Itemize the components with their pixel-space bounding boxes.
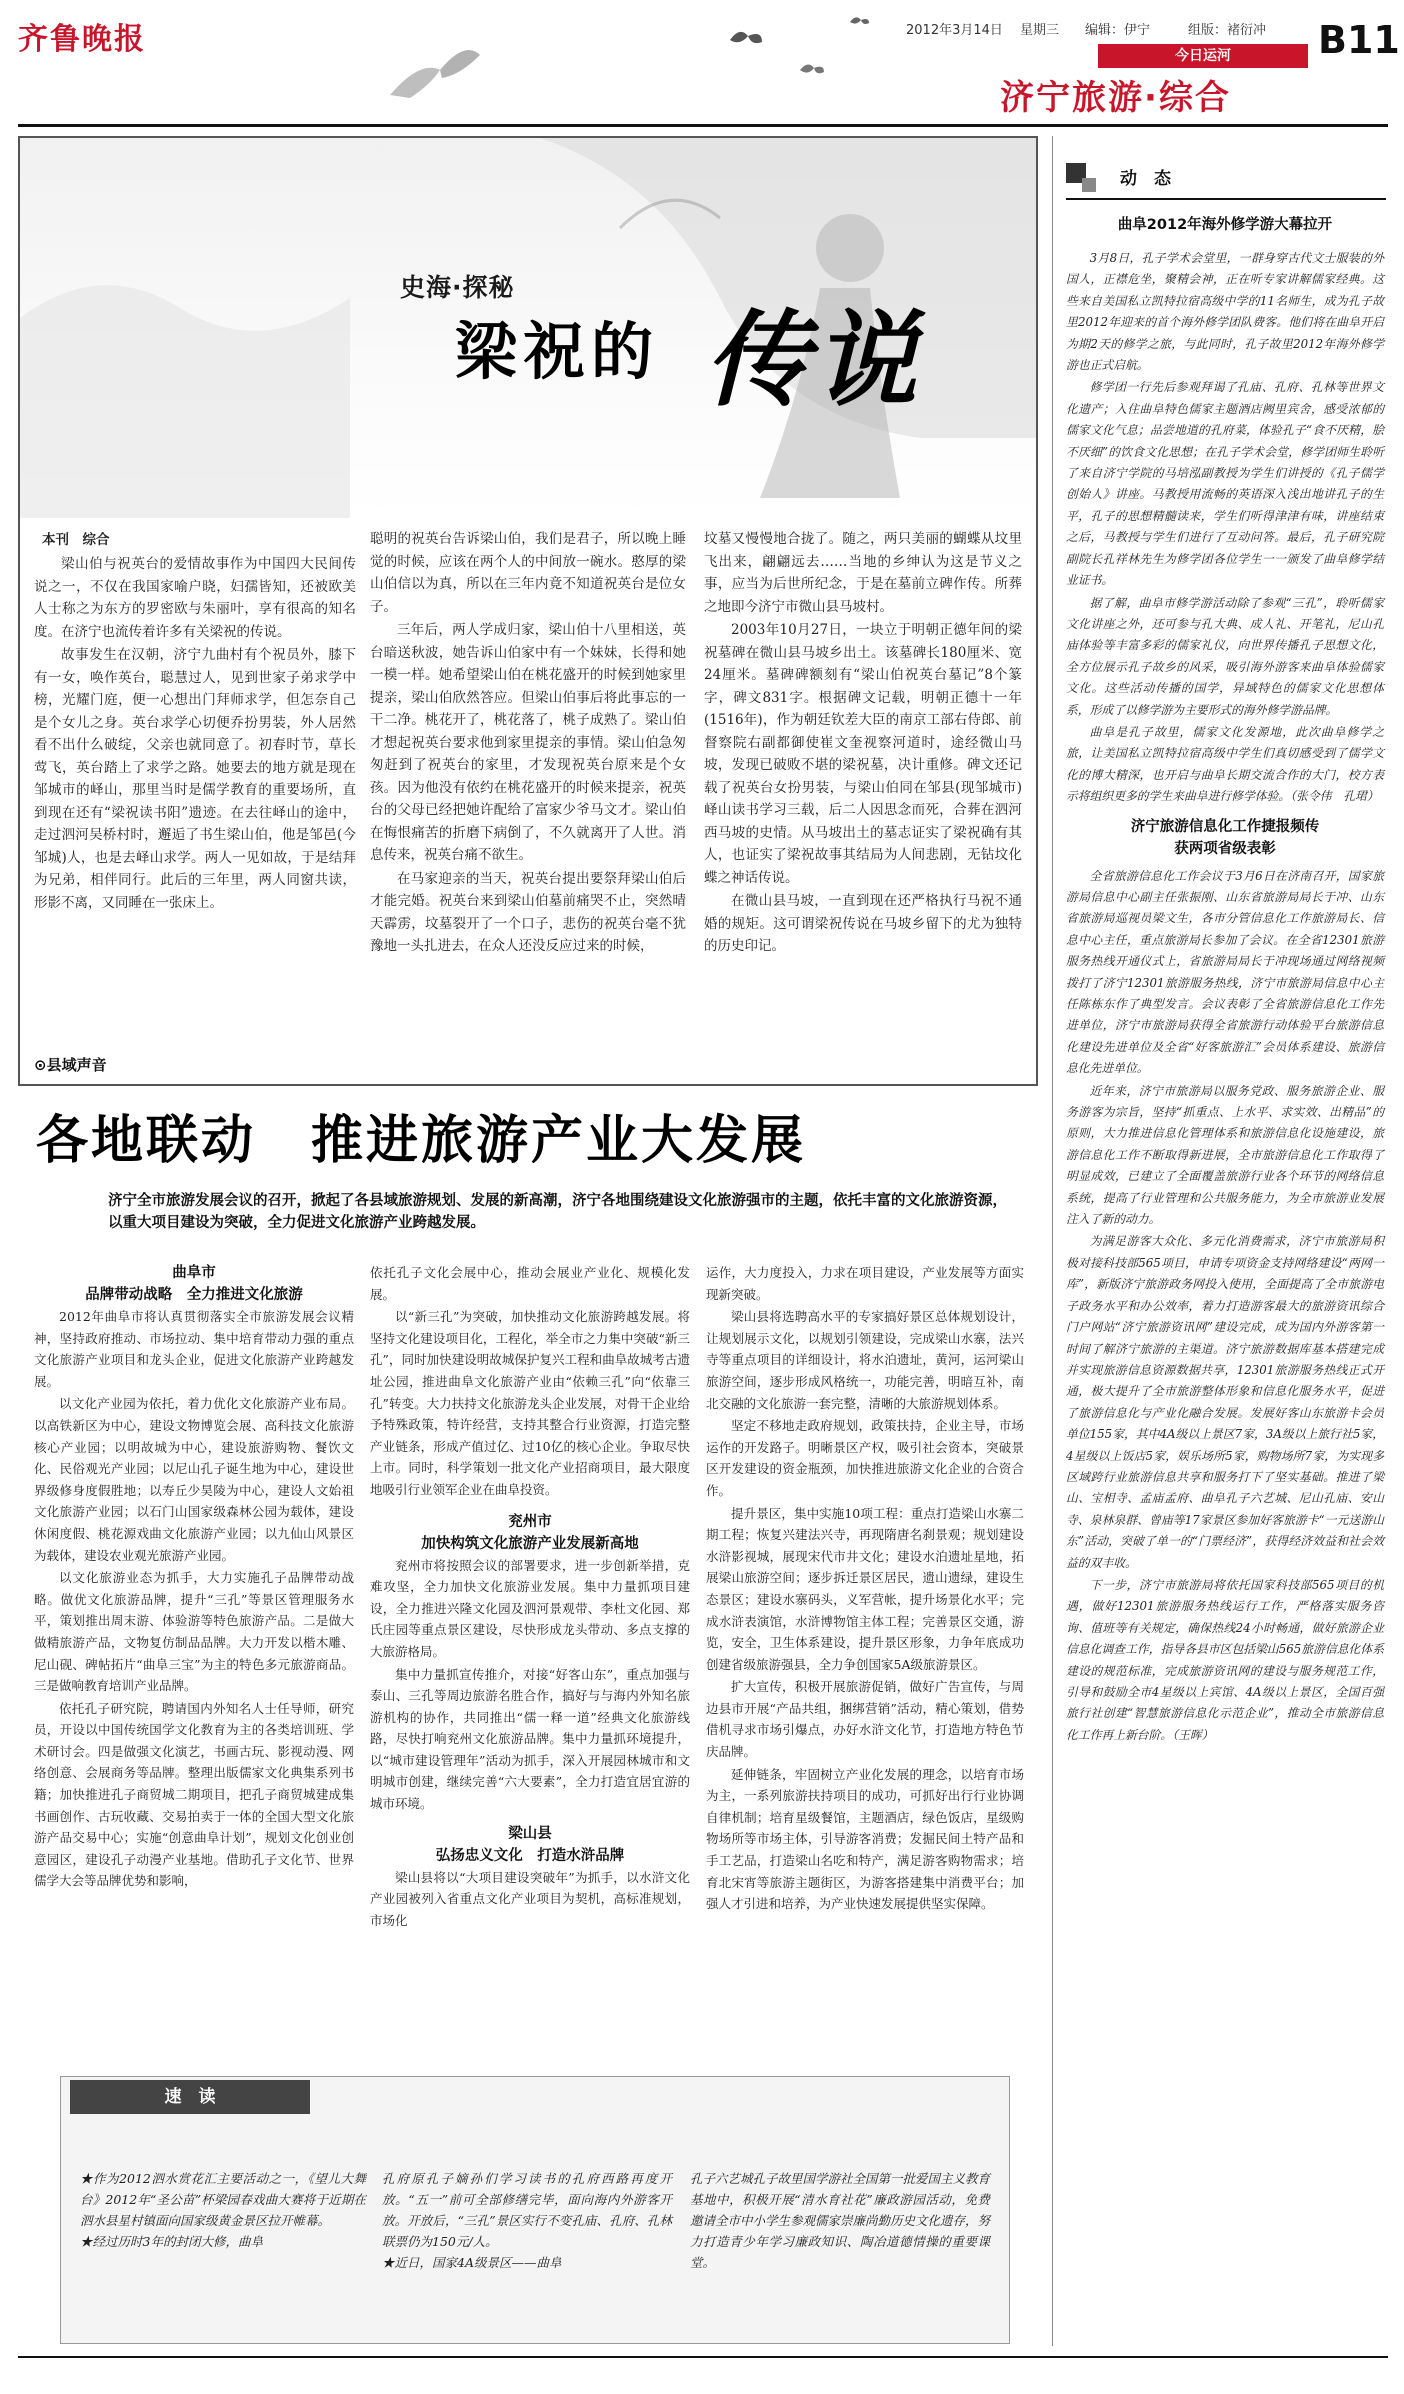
paragraph: 三年后，两人学成归家，梁山伯十八里相送，英台暗送秋波，她告诉山伯家中有一个妹妹，长得和她一模一样。她希望梁山伯在桃花盛开的时候到她家里提亲，梁山伯欣然答应。但梁山伯事后将此事忘的一干二净。桃花开了，桃花落了，桃子成熟了。梁山伯才想起祝英台要求他到家里提亲的事情。梁山伯急匆匆赶到了祝英台的家里，才发现祝英台原来是个女孩。因为他没有依约在桃花盛开的时候来提亲，祝英台的父母已经把她许配给了富家少爷马文才。梁山伯在悔恨痛苦的折磨下病倒了，不久就离开了人世。消息传来，祝英台痛不欲生。 <box>370 622 686 863</box>
paragraph: 扩大宣传，积极开展旅游促销，做好广告宣传，与周边县市开展“产品共组，捆绑营销”活动，精心策划，借势借机寻求市场引爆点，办好水浒文化节，打造地方特色节庆品牌。 <box>706 1679 1024 1760</box>
news-headline: 济宁旅游信息化工作捷报频传 <box>1130 818 1320 835</box>
column-divider <box>1052 136 1053 2346</box>
paragraph: 2012年曲阜市将认真贯彻落实全市旅游发展会议精神，坚持政府推动、市场拉动、集中培育带动力强的重点文化旅游产业项目和龙头企业，促进文化旅游产业跨越发展。 <box>34 1309 354 1389</box>
paragraph: 下一步，济宁市旅游局将依托国家科技部565项目的机遇，做好12301旅游服务热线运行工作，严格落实服务咨询、值班等有关规定，确保热线24小时畅通，做好旅游企业信息化调查工作，指导各县市区包括梁山565旅游信息化体系建设的规范标准，完成旅游资讯网的建设与服务规范工作，引导和鼓励全市4星级以上宾馆、4A级以上景区，全国百强旅行社创建“智慧旅游信息化示范企业”，推动全市旅游信息化工作再上新台阶。（王晖） <box>1066 1577 1384 1742</box>
header-rule <box>18 124 1388 127</box>
feature-series-label: 史海·探秘 <box>400 273 515 302</box>
county-subheading: 品牌带动战略 全力推进文化旅游 <box>85 1287 303 1303</box>
paragraph: 依托孔子文化会展中心，推动会展业产业化、规模化发展。 <box>370 1265 690 1302</box>
issue-date: 2012年3月14日 <box>906 23 1003 38</box>
section-title: 济宁旅游·综合 <box>1000 78 1231 118</box>
paragraph: 梁山县将选聘高水平的专家搞好景区总体规划设计，让规划展示文化，以规划引领建设，完成梁山水寨，法兴寺等重点项目的详细设计，将水泊遗址，黄河，运河梁山旅游空间，逐步形成风格统一，功能完善，明暗互补，南北交融的文化旅游一套完整，清晰的大旅游规划体系。 <box>706 1309 1024 1411</box>
feature-byline: 本刊 综合 <box>42 532 110 548</box>
page-number: B11 <box>1318 18 1400 62</box>
feature-title-brush: 传说 <box>705 298 922 421</box>
designer-credit: 组版：褚衍冲 <box>1188 23 1267 38</box>
paragraph: 修学团一行先后参观拜谒了孔庙、孔府、孔林等世界文化遗产；入住曲阜特色儒家主题酒店阙里宾舍，感受浓郁的儒家文化气息；品尝地道的孔府菜，体验孔子“食不厌精，脍不厌细”的饮食文化思想；在孔子学术会堂，修学团师生聆听了来自济宁学院的马培泓副教授为学生们讲授的《孔子儒学创始人》讲座。马教授用流畅的英语深入浅出地讲孔子的生平，孔子的思想精髓读来，学生们听得津津有味，讲座结束之后，马教授与学生们进行了互动问答。最后，孔子研究院副院长孔祥林先生为修学团各位学生一一颁发了曲阜修学结业证书。 <box>1066 380 1384 588</box>
county-heading: 兖州市 <box>508 1513 552 1530</box>
feature-col3 <box>704 528 1022 959</box>
paragraph: 据了解，曲阜市修学游活动除了参观“三孔”，聆听儒家文化讲座之外，还可参与孔大典、成人礼、开笔礼，尼山孔庙体验等丰富多彩的儒家礼仪，向世界传播孔子思想文化，全方位展示孔子故乡的风采，吸引海外游客来曲阜体验儒家文化。这些活动传播的国学，异域特色的儒家文化思想体系，形成了以修学游为主要形式的海外修学游品牌。 <box>1066 595 1384 717</box>
county-label-text: 县域声音 <box>46 1056 107 1074</box>
county-col2 <box>370 1262 690 1932</box>
news-col <box>1066 214 1384 1747</box>
county-subheading: 弘扬忠义文化 打造水浒品牌 <box>435 1847 625 1864</box>
county-headline: 各地联动 推进旅游产业大发展 <box>36 1111 807 1171</box>
county-col3 <box>706 1262 1024 1916</box>
masthead: 齐鲁晚报 <box>18 22 146 57</box>
paragraph: 全省旅游信息化工作会议于3月6日在济南召开，国家旅游局信息中心副主任张振刚、山东省旅游局局长于冲、山东省旅游局巡视员梁文生，各市分管信息化工作旅游局长、信息中心主任，重点旅游局长参加了会议。在全省12301旅游服务热线开通仪式上，省旅游局局长于冲现场通过网络视频拨打了济宁12301旅游服务热线，济宁市旅游局信息中心主任陈栋东作了典型发言。会议表彰了全省旅游信息化工作先进单位，济宁市旅游局获得全省旅游行动体验平台旅游信息化建设先进单位及全省“好客旅游汇”会员体系建设、旅游信息化先进单位。 <box>1066 868 1384 1076</box>
paragraph: 集中力量抓宣传推介，对接“好客山东”，重点加强与泰山、三孔等周边旅游名胜合作，搞好与与海内外知名旅游机构的协作，共同推出“儒一释一道”经典文化旅游线路，尽快打响兖州文化旅游品牌。集中力量抓环境提升，以“城市建设管理年”活动为抓手，深入开展园林城市和文明城市创建，继续完善“六大要素”，全力打造宜居宜游的城市环境。 <box>370 1666 690 1812</box>
county-label <box>34 1054 107 1075</box>
news-headline: 曲阜2012年海外修学游大幕拉开 <box>1117 217 1333 233</box>
news-section-rule <box>1066 198 1386 200</box>
paragraph: 提升景区，集中实施10项工程：重点打造梁山水寨二期工程；恢复兴建法兴寺，再现隋唐名刹景观；规划建设水浒影视城，展现宋代市井文化；建设水泊遗址星地，拓展梁山旅游空间；逐步拆迁景区居民，遗山遗绿，建设生态景区；建设水寨码头，义军营帐，提升场景化水平；完成水浒表演馆，水浒博物馆主体工程；完善景区交通，游览，安全，卫生体系建设，提升景区形象，力争年底成功创建省级旅游强县，全力争创国家5A级旅游景区。 <box>706 1505 1024 1672</box>
paragraph: 聪明的祝英台告诉梁山伯，我们是君子，所以晚上睡觉的时候，应该在两个人的中间放一碗水。憨厚的梁山伯信以为真，所以在三年内竟不知道祝英台是位女子。 <box>370 531 686 615</box>
feature-title: 梁祝的 <box>455 315 660 388</box>
county-heading: 曲阜市 <box>172 1265 216 1281</box>
county-subheading: 加快构筑文化旅游产业发展新高地 <box>421 1535 639 1552</box>
paragraph: 在马家迎亲的当天，祝英台提出要祭拜梁山伯后才能完婚。祝英台来到梁山伯墓前痛哭不止，突然晴天霹雳，坟墓裂开了一个口子，悲伤的祝英台毫不犹豫地一头扎进去，在众人还没反应过来的时候， <box>370 870 686 954</box>
news-subheadline: 获两项省级表彰 <box>1174 840 1276 857</box>
butterfly-illustration <box>330 0 890 120</box>
news-block-icon <box>1082 178 1096 192</box>
briefs-col1: ★作为2012泗水赏花汇主要活动之一，《望儿大舞台》2012年“圣公苗”杯梁园春戏曲大赛将于近期在泗水县星村镇面向国家级黄金景区拉开帷幕。 ★经过历时3年的封闭大修，曲阜 <box>80 2171 366 2249</box>
paragraph: 延伸链条，牢固树立产业化发展的理念，以培育市场为主，一系列旅游扶持项目的成功，可抓好出行行业协调自律机制；培育星级餐馆，主题酒店，绿色饭店，星级购物场所等市场主体，引导游客消费；发掘民间土特产品和手工艺品，打造梁山名吃和特产，满足游客购物需求；培育北宋宵等旅游主题街区，为游客搭建集中消费平台；加强人才引进和培养，为产业快速发展提供坚实保障。 <box>706 1766 1024 1912</box>
paragraph: 以文化旅游业态为抓手，大力实施孔子品牌带动战略。做优文化旅游品牌，提升“三孔”等景区管理服务水平，策划推出周末游、体验游等特色旅游产品。二是做大做精旅游产品，文物复仿制品品牌。大力开发以楷木雕、尼山砚、碑帖拓片“曲阜三宝”为主的特色多元旅游商品。三是做响教育培训产业品牌。 <box>34 1570 354 1694</box>
target-icon: ⊙ <box>34 1056 47 1074</box>
paragraph: 为满足游客大众化、多元化消费需求，济宁市旅游局积极对接科技部565项目，申请专项资金支持网络建设“两网一库”，新版济宁旅游政务网投入使用，全面提高了全市旅游电子政务水平和办公效率，着力打造游客最大的旅游资讯综合门户网站“济宁旅游资讯网”建设完成，成为国内外游客第一时间了解济宁旅游的主渠道。济宁旅游数据库基本搭建完成并实现旅游信息资源数据共享，12301旅游服务热线正式开通，极大提升了全市旅游整体形象和信息化服务水平，促进了旅游信息化与产业化融合发展。发展好客山东旅游卡会员单位155家，其中4A级以上景区7家，3A级以上旅行社5家，4星级以上饭店5家，娱乐场所5家，购物场所7家，为实现多区域跨行业旅游信息共享和服务打下了坚实基础。推进了梁山、宝相寺、孟庙孟府、曲阜孔子六艺城、尼山孔庙、安山寺、泉林泉群、曾庙等17家景区参加好客旅游卡“一元送游山东”活动，突破了单一的“门票经济”，获得经济效益和社会效益的双丰收。 <box>1066 1234 1384 1570</box>
issue-weekday: 星期三 <box>1020 23 1060 38</box>
paragraph: 近年来，济宁市旅游局以服务党政、服务旅游企业、服务游客为宗旨，坚持“抓重点、上水平、求实效、出精品”的原则，大力推进信息化管理体系和旅游信息化设施建设，旅游信息化工作不断取得新进展，全市旅游信息化工作取得了明显成效，已建立了全面覆盖旅游行业各个环节的网络信息系统，提高了行业管理和公共服务能力，为全市旅游业发展注入了新的动力。 <box>1066 1083 1384 1227</box>
paragraph: 坟墓又慢慢地合拢了。随之，两只美丽的蝴蝶从坟里飞出来，翩翩远去……当地的乡绅认为这是节义之事，应当为后世所纪念，于是在墓前立碑作传。所葬之地即今济宁市微山县马坡村。 <box>704 531 1022 615</box>
paragraph: 依托孔子研究院，聘请国内外知名人士任导师，研究员，开设以中国传统国学文化教育为主的各类培训班、学术研讨会。四是做强文化演艺，书画古玩、影视动漫、网络创意、会展商务等品牌。整理出版儒家文化典集系列书籍；加快推进孔子商贸城二期项目，把孔子商贸城建成集书画创作、古玩收藏、交易拍卖于一体的全国大型文化旅游产品交易中心；实施“创意曲阜计划”，规划文化创业创意园区，建设孔子动漫产业基地。借助孔子文化节、世界儒学大会等品牌优势和影响， <box>34 1700 354 1889</box>
feature-col1 <box>34 553 356 915</box>
county-lead: 济宁全市旅游发展会议的召开，掀起了各县域旅游规划、发展的新高潮，济宁各地围绕建设文化旅游强市的主题，依托丰富的文化旅游资源，以重大项目建设为突破，全力促进文化旅游产业跨越发展。 <box>108 1193 1007 1231</box>
paragraph: 运作，大力度投入，力求在项目建设，产业发展等方面实现新突破。 <box>706 1265 1024 1302</box>
column-tag: 今日运河 <box>1098 44 1308 68</box>
paragraph: 故事发生在汉朝，济宁九曲村有个祝员外，膝下有一女，唤作英台，聪慧过人，见到世家子弟求学中榜，光耀门庭，便一心想出门拜师求学，但怎奈自己是个女儿之身。英台求学心切便乔扮男装，外人居然看不出什么破绽，父亲也就同意了。初春时节，草长莺飞，英台踏上了求学之路。她要去的地方就是现在邹城市的峄山，那里当时是儒学教育的重要场所，直到现在还有“梁祝读书阳”遗迹。在去往峄山的途中，走过泗河吴桥村时，邂逅了书生梁山伯，他是邹邑(今邹城)人，也是去峄山求学。两人一见如故，于是结拜为兄弟，相伴同行。此后的三年里，两人同窗共读，形影不离，又同睡在一张床上。 <box>34 647 356 911</box>
county-col1 <box>34 1262 354 1893</box>
footer-rule <box>18 2356 1388 2358</box>
paragraph: 梁山县将以“大项目建设突破年”为抓手，以水浒文化产业园被列入省重点文化产业项目为契机，高标准规划，市场化 <box>370 1869 690 1928</box>
county-heading: 梁山县 <box>508 1825 552 1842</box>
news-section-label: 动 态 <box>1120 169 1171 189</box>
paragraph: 坚定不移地走政府规划，政策扶持，企业主导，市场运作的开发路子。明晰景区产权，吸引社会资本，突破景区开发建设的资金瓶颈，加快推进旅游文化企业的合资合作。 <box>706 1418 1024 1498</box>
paragraph: 以“新三孔”为突破，加快推动文化旅游跨越发展。将坚持文化建设项目化，工程化，举全市之力集中突破“新三孔”，同时加快建设明故城保护复兴工程和曲阜故城考古遗址公园，推进曲阜文化旅游产业由“依赖三孔”向“依靠三孔”转变。大力扶持文化旅游龙头企业发展，对骨干企业给予特殊政策，特许经营，支持其整合行业资源，打造完整产业链条，形成产值过亿、过10亿的核心企业。争取尽快上市。同时，科学策划一批文化产业招商项目，最大限度地吸引行业领军企业在曲阜投资。 <box>370 1309 690 1497</box>
paragraph: 兖州市将按照会议的部署要求，进一步创新举措，克难攻坚，全力加快文化旅游业发展。集中力量抓项目建设，全力推进兴隆文化园及泗河景观带、李杜文化园、郑氏庄园等重点景区建设，尽快形成龙头带动、多点支撑的大旅游格局。 <box>370 1557 690 1659</box>
briefs-label: 速 读 <box>70 2080 310 2114</box>
paragraph: 2003年10月27日，一块立于明朝正德年间的梁祝墓碑在微山县马坡乡出土。该墓碑长180厘米、宽24厘米。墓碑碑额刻有“梁山伯祝英台墓记”8个篆字，碑文831字。根据碑文记载，明朝正德十一年(1516年)，作为朝廷钦差大臣的南京工部右侍郎、前督察院右副都御使崔文奎视察河道时，途经微山马坡，发现已破败不堪的梁祝墓，决计重修。碑文还记载了祝英台女扮男装，与梁山伯同在邹县(现邹城市)峄山读书学习三载，后二人因思念而死，合葬在泗河西马坡的史情。从马坡出土的墓志证实了梁祝确有其人，也证实了梁祝故事其结局为人间悲剧，无钻坟化蝶之神话传说。 <box>704 622 1022 886</box>
feature-col2 <box>370 528 686 959</box>
paragraph: 以文化产业园为依托，着力优化文化旅游产业布局。以高铁新区为中心，建设文物博览会展、高科技文化旅游核心产业园；以明故城为中心，建设旅游购物、餐饮文化、民俗观光产业园；以尼山孔子诞生地为中心，建设世界级修身度假胜地；以寿丘少昊陵为中心，建设人文始祖文化旅游产业园；以石门山国家级森林公园为载体，建设休闲度假、桃花源戏曲文化旅游产业园；以九仙山风景区为载体，建设农业观光旅游产业园。 <box>34 1396 354 1563</box>
paragraph: 在微山县马坡，一直到现在还严格执行马祝不通婚的规矩。这可谓梁祝传说在马坡乡留下的尤为独特的历史印记。 <box>704 893 1022 954</box>
paragraph: 曲阜是孔子故里，儒家文化发源地，此次曲阜修学之旅，让美国私立凯特拉宿高级中学生们真切感受到了儒学文化的博大精深，也开启与曲阜长期交流合作的大门，校方表示将组织更多的学生来曲阜进行修学体验。（张令伟 孔珺） <box>1066 724 1384 804</box>
paragraph: 3月8日，孔子学术会堂里，一群身穿古代文士服装的外国人，正襟危坐，聚精会神，正在听专家讲解儒家经典。这些来自美国私立凯特拉宿高级中学的11名师生，成为孔子故里2012年迎来的首个海外修学团队费客。他们将在曲阜开启为期2天的修学之旅，与此同时，孔子故里2012年海外修学游也正式启航。 <box>1066 251 1384 373</box>
editor-credit: 编辑：伊宁 <box>1085 23 1151 38</box>
briefs-col2: 孔府原孔子嫡孙们学习读书的孔府西路再度开放。“五一”前可全部修缮完毕，面向海内外游客开放。开放后，“三孔”景区实行不变孔庙、孔府、孔林联票仍为150元/人。 ★近日，国家4A级景区——曲阜 <box>382 2171 672 2270</box>
paragraph: 梁山伯与祝英台的爱情故事作为中国四大民间传说之一，不仅在我国家喻户晓，妇孺皆知，还被欧美人士称之为东方的罗密欧与朱丽叶，享有很高的知名度。在济宁也流传着许多有关梁祝的传说。 <box>34 556 356 640</box>
briefs-col3: 孔子六艺城孔子故里国学游社全国第一批爱国主义教育基地中，积极开展“清水育社花”廉政游园活动，免费邀请全市中小学生参观儒家崇廉尚勤历史文化遗存，努力打造青少年学习廉政知识、陶冶道德情操的重要课堂。 <box>690 2171 991 2270</box>
